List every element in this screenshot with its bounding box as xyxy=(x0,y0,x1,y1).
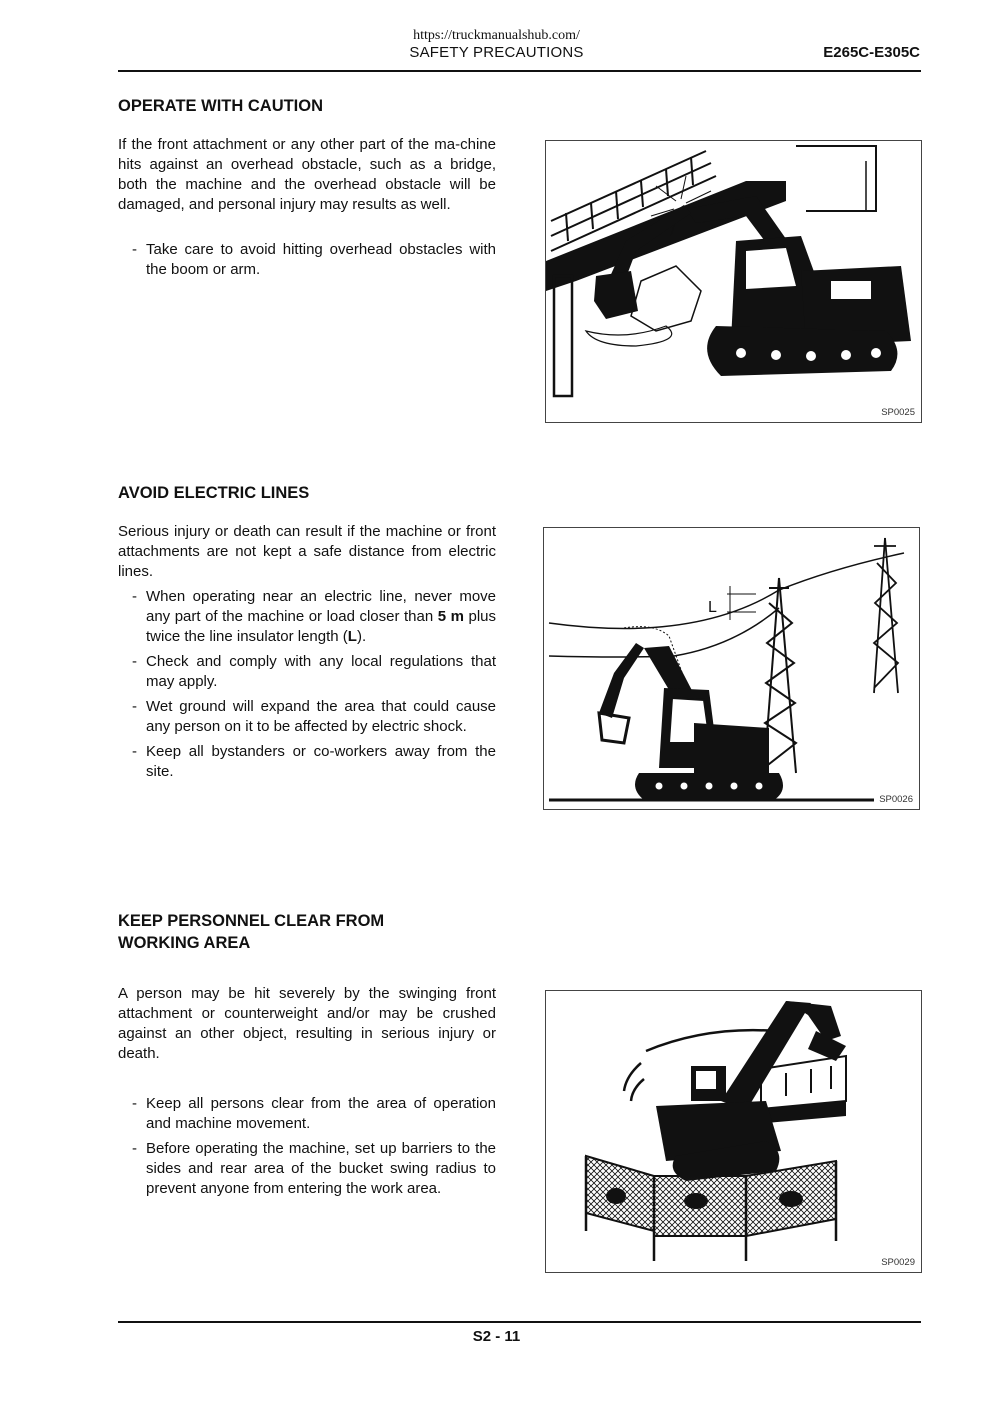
section-paragraph: If the front attachment or any other part of the ma-chine hits against an overhead obstacle, such as a bridge, both the machine and the overhead obstacle will be damaged, and personal injury may results as well. xyxy=(118,136,496,213)
bullet-item: - Keep all bystanders or co-workers away from the site. xyxy=(118,742,496,782)
running-header-model: E265C-E305C xyxy=(823,44,920,61)
figure-overhead-obstacle xyxy=(545,140,922,423)
bullet-list xyxy=(118,587,496,787)
section-paragraph: Serious injury or death can result if the machine or front attachments are not kept a safe distance from electric lines. xyxy=(118,523,496,580)
heading-line: WORKING AREA xyxy=(118,934,251,952)
figure-id: SP0029 xyxy=(881,1257,915,1268)
section-paragraph: A person may be hit severely by the swinging front attachment or counterweight and/or may be crushed against an other object, resulting in serious injury or death. xyxy=(118,985,496,1062)
section-heading-operate-with-caution: OPERATE WITH CAUTION xyxy=(118,97,324,115)
section-heading-avoid-electric-lines: AVOID ELECTRIC LINES xyxy=(118,484,310,502)
bullet-item: - Keep all persons clear from the area of operation and machine movement. xyxy=(118,1094,496,1134)
figure-electric-lines xyxy=(543,527,920,810)
bullet-item: - Before operating the machine, set up barriers to the sides and rear area of the bucket swing radius to prevent anyone from entering the work area. xyxy=(118,1139,496,1199)
figure-swing-area-barriers xyxy=(545,990,922,1273)
safe-distance-value: 5 m xyxy=(437,608,464,625)
heading-line: KEEP PERSONNEL CLEAR FROM xyxy=(118,912,385,930)
bullet-item: - Wet ground will expand the area that could cause any person on it to be affected by electric shock. xyxy=(118,697,496,737)
insulator-length-symbol: L xyxy=(347,628,357,645)
excavator-hitting-bridge-illustration xyxy=(546,141,921,422)
figure-id: SP0025 xyxy=(881,407,915,418)
bullet-item: - Check and comply with any local regulations that may apply. xyxy=(118,652,496,692)
bullet-item: - When operating near an electric line, never move any part of the machine or load closer than 5 m plus twice the line insulator length (L). xyxy=(118,587,496,647)
page-number: S2 - 11 xyxy=(472,1328,521,1345)
bullet-list xyxy=(118,240,496,285)
insulator-length-label: L xyxy=(708,599,717,616)
figure-id: SP0026 xyxy=(879,794,913,805)
section-heading-keep-personnel-clear xyxy=(118,910,384,954)
excavator-near-power-lines-illustration xyxy=(544,528,919,809)
source-url[interactable]: https://truckmanualshub.com/ xyxy=(413,28,580,43)
header-rule xyxy=(118,70,921,72)
bullet-item: - Take care to avoid hitting overhead obstacles with the boom or arm. xyxy=(118,240,496,280)
excavator-swing-radius-barriers-illustration xyxy=(546,991,921,1272)
running-header-title: SAFETY PRECAUTIONS xyxy=(409,44,584,61)
bullet-list xyxy=(118,1094,496,1204)
footer-rule xyxy=(118,1321,921,1323)
